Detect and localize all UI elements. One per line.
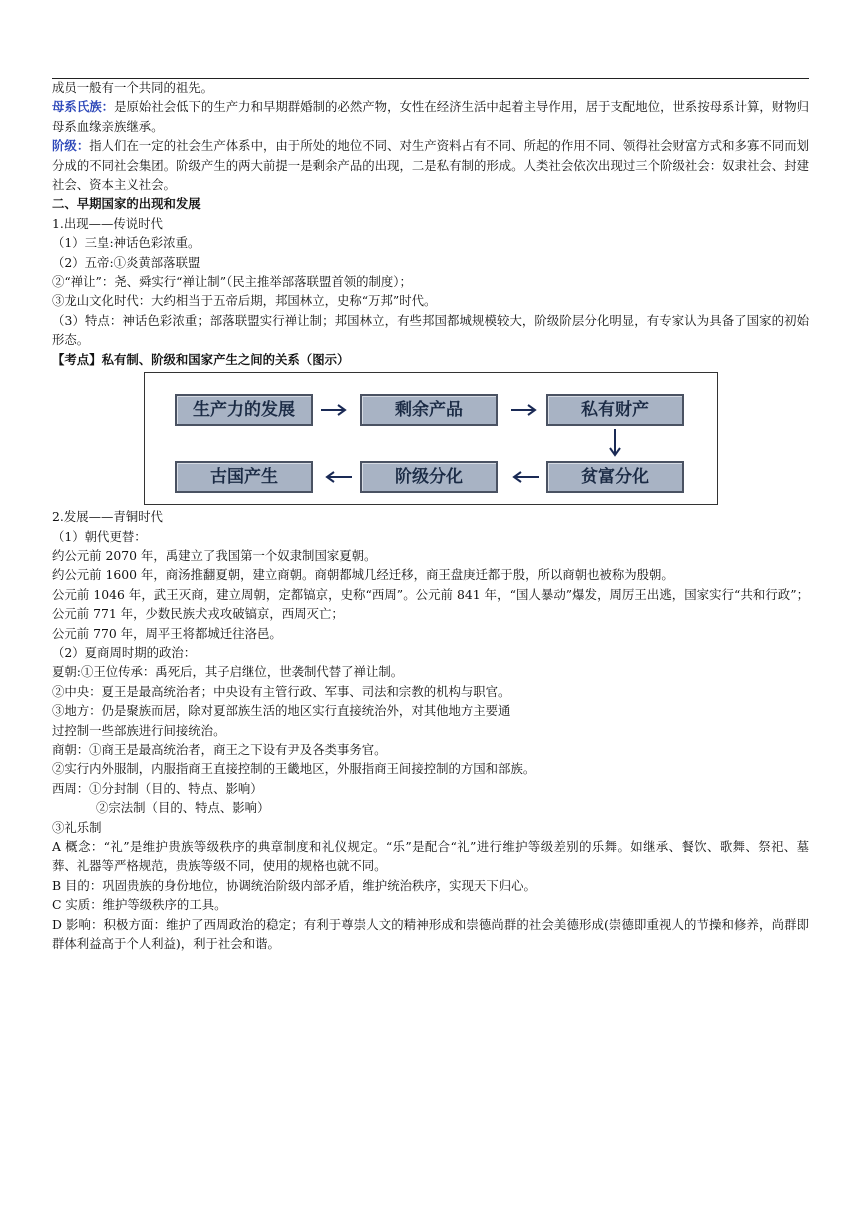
text-line: （1）朝代更替： — [52, 528, 147, 544]
text-line: ③龙山文化时代：大约相当于五帝后期，邦国林立，史称“万邦”时代。 — [52, 293, 437, 309]
text-line: 过控制一些部族进行间接统治。 — [52, 722, 226, 738]
section-heading: 二、早期国家的出现和发展 — [52, 196, 201, 212]
text-paragraph: 公元前 1046 年，武王灭商，建立周朝，定都镐京，史称“西周”。公元前 841 年，“国人暴动”爆发，周厉王出逃，国家实行“共和行政”；公元前 771 年，少数民族犬戎攻破镐京，西周灭亡； — [52, 586, 809, 622]
text-line: ③地方：仍是聚族而居，除对夏部族生活的地区实行直接统治外，对其他地方主要通 — [52, 703, 511, 719]
text-line: 成员一般有一个共同的祖先。 — [52, 80, 214, 95]
text-line: （2）五帝:①炎黄部落联盟 — [52, 254, 201, 270]
text-line: ③礼乐制 — [52, 819, 102, 835]
term-muxi: 母系氏族： — [52, 99, 115, 115]
arrow-right-icon — [510, 403, 540, 417]
arrow-right-icon — [320, 403, 350, 417]
text-line: C 实质：维护等级秩序的工具。 — [52, 897, 227, 913]
diagram-box-private-property: 私有财产 — [546, 394, 684, 426]
diagram-box-surplus: 剩余产品 — [360, 394, 498, 426]
text-line: 夏朝:①王位传承：禹死后，其子启继位，世袭制代替了禅让制。 — [52, 664, 404, 680]
text-paragraph: D 影响：积极方面：维护了西周政治的稳定；有利于尊崇人文的精神形成和崇德尚群的社会美德形成(崇德即重视人的节操和修养，尚群即群体利益高于个人利益)，利于社会和谐。 — [52, 916, 809, 952]
text-line: （2）夏商周时期的政治： — [52, 644, 197, 660]
kaodian-text: 私有制、阶级和国家产生之间的关系（图示） — [101, 351, 350, 367]
text-line: 商朝：①商王是最高统治者，商王之下设有尹及各类事务官。 — [52, 741, 387, 757]
subsection-title: 2.发展——青铜时代 — [52, 509, 163, 525]
kaodian-heading — [52, 350, 809, 369]
text-line: 约公元前 1600 年，商汤推翻夏朝，建立商朝。商朝都城几经迁移，商王盘庚迁都于殷，所以商朝也被称为殷朝。 — [52, 567, 674, 583]
definition-text: 是原始社会低下的生产力和早期群婚制的必然产物，女性在经济生活中起着主导作用，居于支配地位，世系按母系计算，财物归母系血缘亲族继承。 — [52, 99, 810, 134]
definition-muxi — [52, 97, 809, 136]
text-line: ②中央：夏王是最高统治者；中央设有主管行政、军事、司法和宗教的机构与职官。 — [52, 683, 511, 699]
text-line: 公元前 770 年，周平王将都城迁往洛邑。 — [52, 625, 282, 641]
diagram-box-state-emerges: 古国产生 — [175, 461, 313, 493]
definition-text: 指人们在一定的社会生产体系中，由于所处的地位不同、对生产资料占有不同、所起的作用不同、领得社会财富方式和多寡不同而划分成的不同社会集团。阶级产生的两大前提一是剩余产品的出现，二是私有制的形成。人类社会依次出现过三个阶级社会：奴隶社会、封建社会、资本主义社会。 — [52, 138, 810, 193]
text-line: 约公元前 2070 年，禹建立了我国第一个奴隶制国家夏朝。 — [52, 547, 377, 563]
document-page — [52, 78, 809, 953]
text-line: ②宗法制（目的、特点、影响） — [96, 800, 270, 816]
kaodian-bracket: 【考点】 — [52, 351, 102, 367]
subsection-title: 1.出现——传说时代 — [52, 215, 163, 231]
arrow-left-icon — [323, 470, 353, 484]
text-paragraph: A 概念：“礼”是维护贵族等级秩序的典章制度和礼仪规定。“乐”是配合“礼”进行维护等级差别的乐舞。如继承、餐饮、歌舞、祭祀、墓葬、礼器等严格规范，贵族等级不同，使用的规格也就不同。 — [52, 839, 809, 874]
flow-diagram — [144, 372, 718, 505]
definition-jieji — [52, 136, 809, 194]
diagram-box-productivity: 生产力的发展 — [175, 394, 313, 426]
diagram-box-class-division: 阶级分化 — [360, 461, 498, 493]
term-jieji: 阶级： — [52, 138, 90, 154]
arrow-left-icon — [510, 470, 540, 484]
diagram-box-wealth-gap: 贫富分化 — [546, 461, 684, 493]
text-line: ②实行内外服制，内服指商王直接控制的王畿地区，外服指商王间接控制的方国和部族。 — [52, 761, 536, 777]
arrow-down-icon — [607, 428, 623, 458]
text-paragraph: （3）特点：神话色彩浓重；部落联盟实行禅让制；邦国林立，有些邦国都城规模较大，阶级阶层分化明显，有专家认为具备了国家的初始形态。 — [52, 312, 809, 348]
text-line: （1）三皇:神话色彩浓重。 — [52, 235, 201, 251]
text-line: B 目的：巩固贵族的身份地位，协调统治阶级内部矛盾，维护统治秩序，实现天下归心。 — [52, 877, 536, 893]
text-line: 西周：①分封制（目的、特点、影响） — [52, 780, 263, 796]
text-line: ②“禅让”：尧、舜实行“禅让制”（民主推举部落联盟首领的制度）； — [52, 274, 412, 290]
